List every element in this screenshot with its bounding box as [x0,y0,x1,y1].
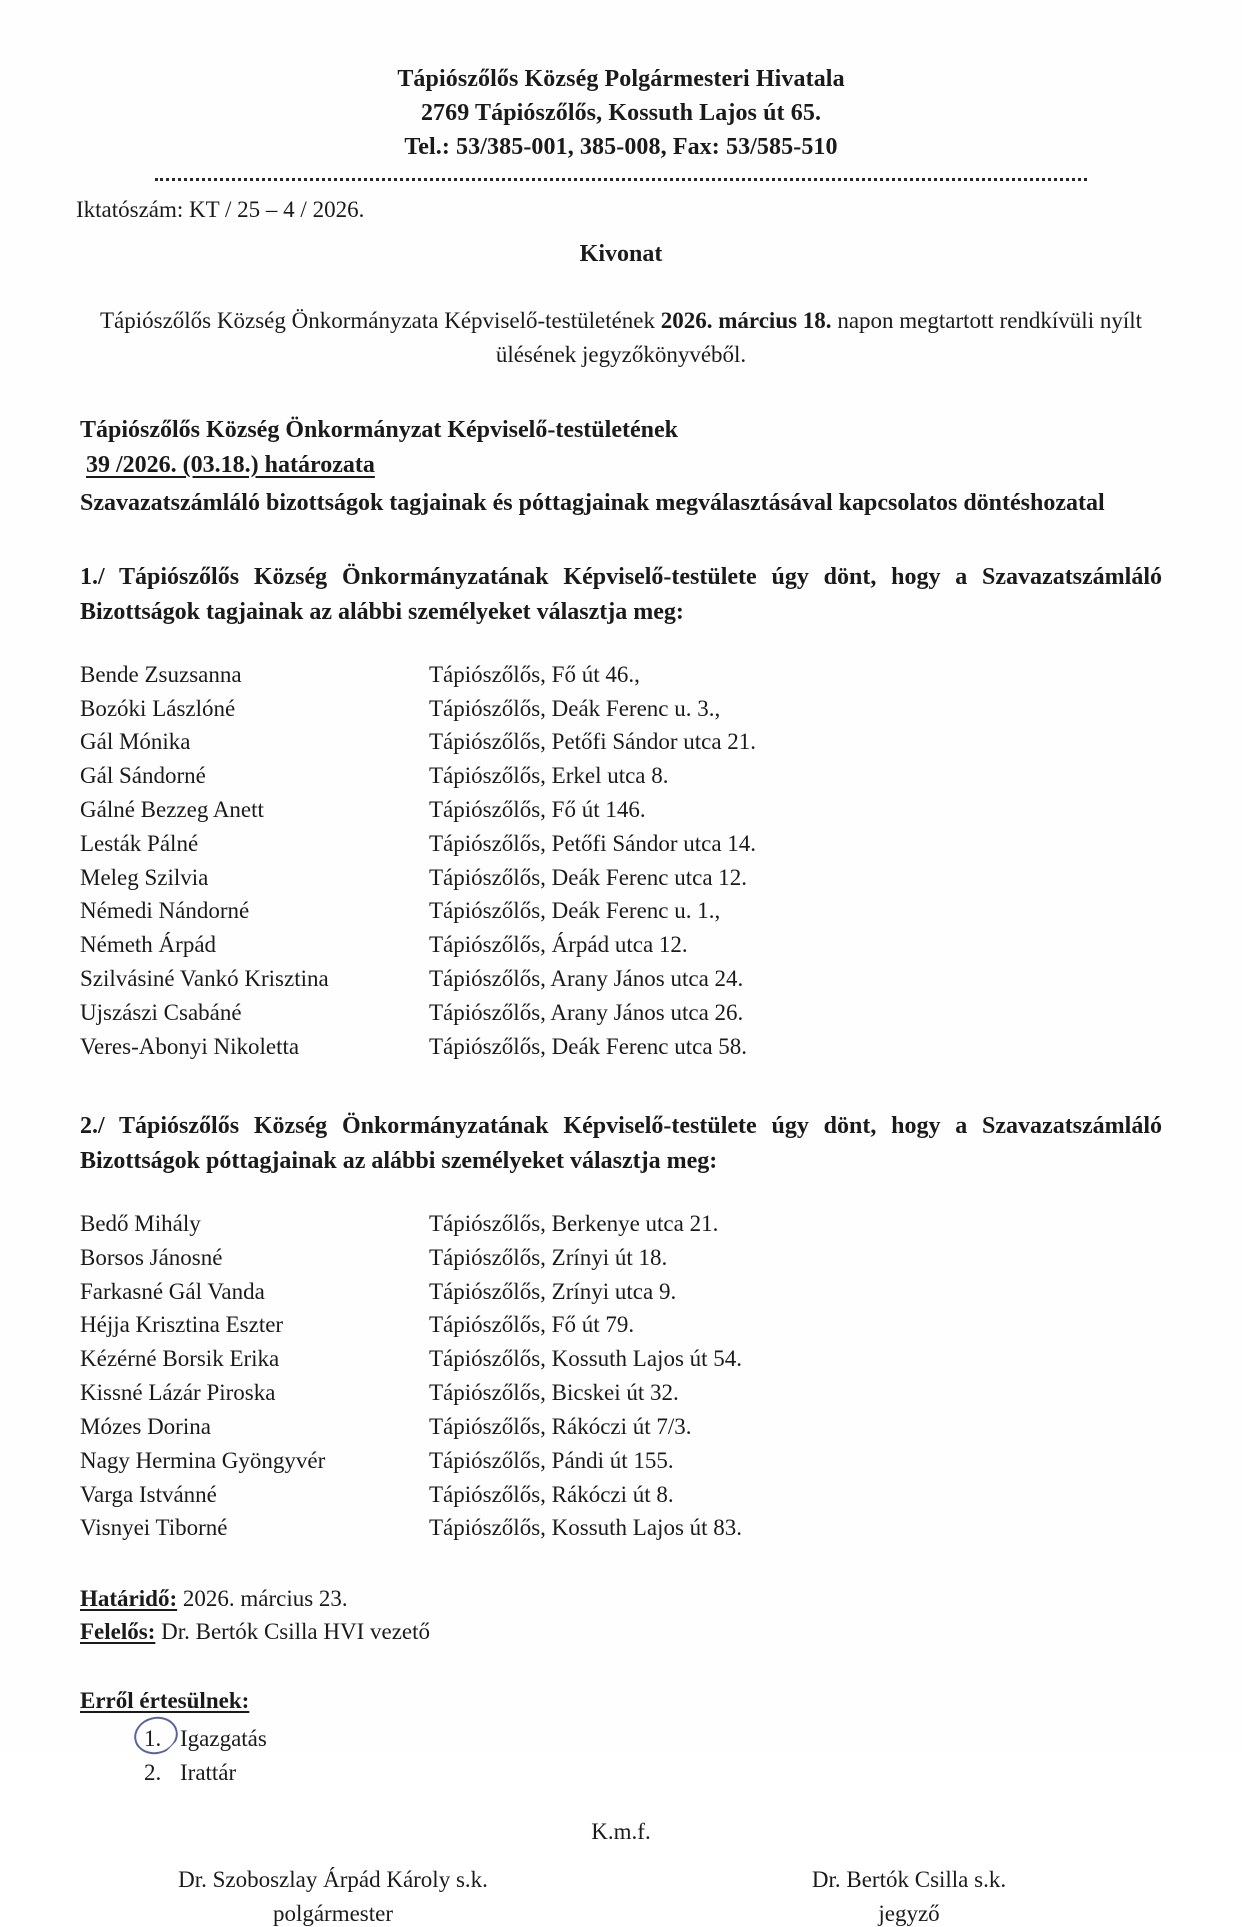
member-name: Szilvásiné Vankó Krisztina [80,966,329,992]
clause-2: 2./ Tápiószőlős Község Önkormányzatának Képviselő-testülete úgy dönt, hogy a Szavazatszámláló Bizottságok póttagjainak az alábbi személyeket választja meg: [80,1113,1162,1175]
member-address: Tápiószőlős, Arany János utca 26. [429,999,744,1025]
table-row [80,998,1162,1032]
signature-mayor [80,1867,626,1927]
member-name: Lesták Pálné [80,830,199,856]
header-divider [155,178,1087,181]
substitute-name: Visnyei Tiborné [80,1515,228,1541]
table-row [80,1378,1162,1412]
table-row [80,660,1162,694]
notify-item-number: 2. [144,1759,162,1785]
member-name: Gál Mónika [80,729,191,755]
table-row [80,930,1162,964]
member-name: Veres-Abonyi Nikoletta [80,1033,300,1059]
responsible-line [80,1616,1162,1649]
members-table [80,660,1162,1066]
resolution-subject: Szavazatszámláló bizottságok tagjainak és póttagjainak megválasztásával kapcsolatos döntéshozatal [80,489,1105,516]
table-row [80,863,1162,897]
letterhead [0,0,1242,164]
substitute-name: Farkasné Gál Vanda [80,1278,265,1304]
substitutes-table [80,1209,1162,1547]
member-name: Meleg Szilvia [80,864,209,890]
table-row [80,896,1162,930]
member-name: Gál Sándorné [80,763,206,789]
substitute-address: Tápiószőlős, Fő út 79. [429,1312,635,1338]
substitute-name: Bedő Mihály [80,1211,201,1237]
table-row [80,1209,1162,1243]
member-name: Némedi Nándorné [80,898,250,924]
notify-item-number: 1. [144,1726,162,1752]
table-row [80,1344,1162,1378]
document-type-title: Kivonat [579,241,663,268]
table-row [80,795,1162,829]
table-row [80,1480,1162,1514]
deadline-line [80,1583,1162,1616]
member-address: Tápiószőlős, Deák Ferenc u. 1., [429,898,721,924]
substitute-address: Tápiószőlős, Zrínyi út 18. [429,1244,668,1270]
member-name: Ujszászi Csabáné [80,999,242,1025]
table-row [80,1310,1162,1344]
table-row [80,694,1162,728]
office-contact: Tel.: 53/385-001, 385-008, Fax: 53/585-510 [404,134,838,161]
member-address: Tápiószőlős, Deák Ferenc utca 58. [429,1033,748,1059]
member-name: Gálné Bezzeg Anett [80,796,264,822]
resolution-number: 39 /2026. (03.18.) határozata [86,451,375,478]
substitute-name: Kissné Lázár Piroska [80,1380,276,1406]
substitute-name: Borsos Jánosné [80,1244,223,1270]
deadline-label: Határidő: [80,1586,178,1612]
member-name: Bende Zsuzsanna [80,661,242,687]
reference-number: Iktatószám: KT / 25 – 4 / 2026. [76,197,365,223]
table-row [80,727,1162,761]
member-address: Tápiószőlős, Petőfi Sándor utca 14. [429,830,757,856]
signature-notary [626,1867,1162,1927]
substitute-name: Mózes Dorina [80,1413,211,1439]
member-address: Tápiószőlős, Fő út 146. [429,796,646,822]
table-row [80,1032,1162,1066]
substitute-name: Nagy Hermina Gyöngyvér [80,1447,326,1473]
clause-1: 1./ Tápiószőlős Község Önkormányzatának Képviselő-testülete úgy dönt, hogy a Szavazatszámláló Bizottságok tagjainak az alábbi személyeket választja meg: [80,564,1162,625]
substitute-address: Tápiószőlős, Berkenye utca 21. [429,1211,719,1237]
substitute-address: Tápiószőlős, Zrínyi utca 9. [429,1278,677,1304]
deadline-value: 2026. március 23. [177,1586,348,1612]
responsible-value: Dr. Bertók Csilla HVI vezető [155,1618,431,1644]
table-row [80,1412,1162,1446]
member-address: Tápiószőlős, Árpád utca 12. [429,932,688,958]
substitute-address: Tápiószőlős, Bicskei út 32. [429,1380,679,1406]
intro-date: 2026. március 18. [660,308,832,334]
notify-block [80,1688,1162,1789]
signature-block [80,1867,1162,1927]
member-address: Tápiószőlős, Arany János utca 24. [429,966,744,992]
member-address: Tápiószőlős, Fő út 46., [429,661,640,687]
table-row [80,761,1162,795]
substitute-name: Kézérné Borsik Erika [80,1346,280,1372]
substitute-address: Tápiószőlős, Rákóczi út 7/3. [429,1413,692,1439]
substitutes-table-body [80,1209,1162,1547]
intro-before: Tápiószőlős Község Önkormányzata Képviselő-testületének [99,308,661,334]
table-row [80,1513,1162,1547]
table-row [80,964,1162,998]
substitute-address: Tápiószőlős, Rákóczi út 8. [429,1481,674,1507]
member-address: Tápiószőlős, Petőfi Sándor utca 21. [429,729,757,755]
signature-role: jegyző [878,1901,940,1927]
member-address: Tápiószőlős, Erkel utca 8. [429,763,669,789]
resolution-heading [80,413,1162,483]
notify-item-label: Igazgatás [180,1726,267,1752]
document-body [0,197,1242,1927]
resolution-body-line: Tápiószőlős Község Önkormányzat Képviselő-testületének [80,416,678,443]
intro-after: napon megtartott rendkívüli nyílt ülésének jegyzőkönyvéből. [495,308,1143,367]
member-address: Tápiószőlős, Deák Ferenc u. 3., [429,695,721,721]
substitute-address: Tápiószőlős, Kossuth Lajos út 83. [429,1515,743,1541]
table-row [80,1446,1162,1480]
signature-name: Dr. Szoboszlay Árpád Károly s.k. [178,1867,488,1893]
list-item [144,1722,1162,1755]
substitute-address: Tápiószőlős, Pándi út 155. [429,1447,674,1473]
members-table-body [80,660,1162,1066]
list-item [144,1756,1162,1789]
meta-block [80,1583,1162,1648]
table-row [80,1243,1162,1277]
substitute-name: Varga Istvánné [80,1481,217,1507]
office-address: 2769 Tápiószőlős, Kossuth Lajos út 65. [420,100,822,127]
member-name: Bozóki Lászlóné [80,695,236,721]
office-name: Tápiószőlős Község Polgármesteri Hivatala [397,66,845,92]
member-address: Tápiószőlős, Deák Ferenc utca 12. [429,864,748,890]
signature-role: polgármester [272,1901,394,1927]
notify-list [80,1722,1162,1789]
substitute-name: Héjja Krisztina Eszter [80,1312,284,1338]
substitute-address: Tápiószőlős, Kossuth Lajos út 54. [429,1346,743,1372]
table-row [80,1277,1162,1311]
intro-paragraph [80,304,1162,371]
signature-name: Dr. Bertók Csilla s.k. [811,1867,1007,1893]
notify-label: Erről értesülnek: [80,1688,250,1714]
notify-item-label: Irattár [180,1759,237,1785]
table-row [80,829,1162,863]
closing-formula: K.m.f. [591,1819,651,1845]
member-name: Németh Árpád [80,932,217,958]
responsible-label: Felelős: [80,1618,156,1644]
